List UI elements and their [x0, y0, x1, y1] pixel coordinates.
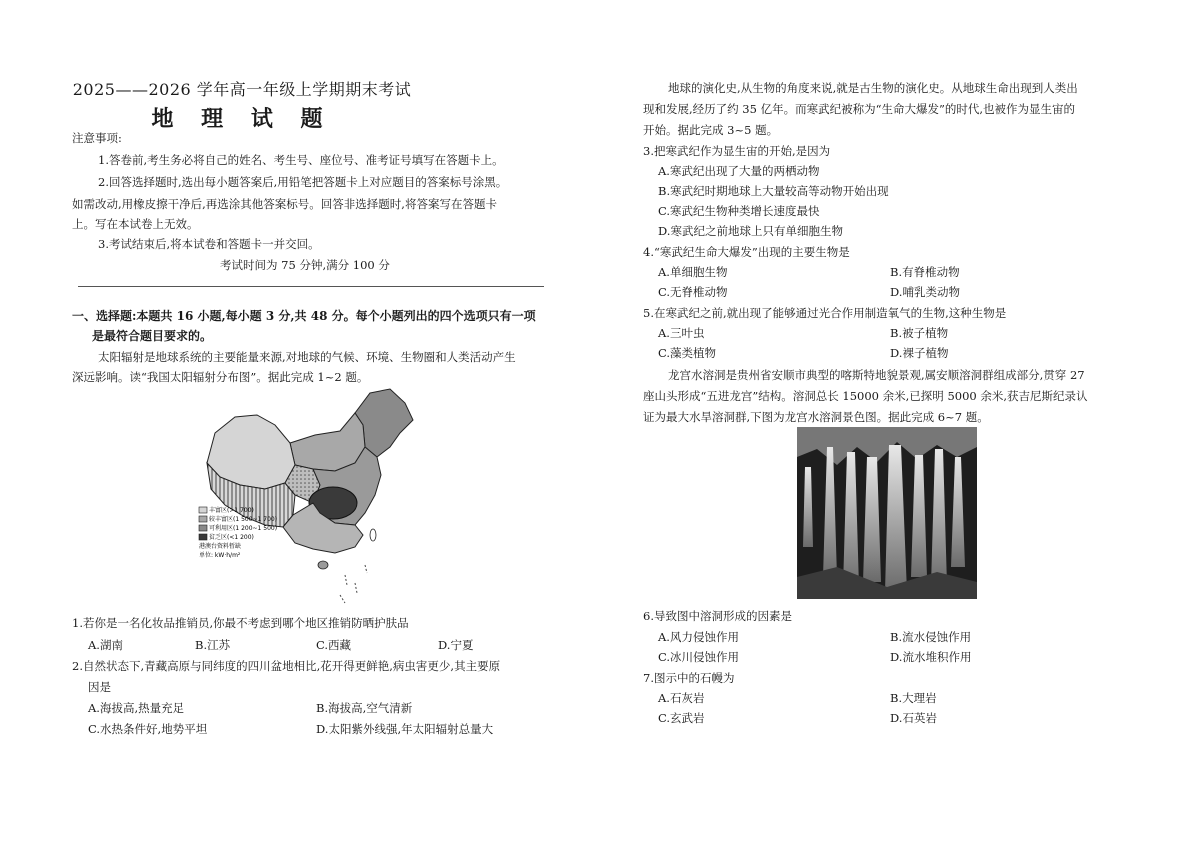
legend-unit: 单位: kW·h/m²	[199, 552, 241, 559]
map-hainan-island	[318, 561, 328, 569]
q4-stem: 4.“寒武纪生命大爆发”出现的主要生物是	[643, 245, 850, 259]
q5-stem: 5.在寒武纪之前,就出现了能够通过光合作用制造氧气的生物,这种生物是	[643, 306, 1007, 320]
intro-1-line-2: 深远影响。读“我国太阳辐射分布图”。据此完成 1~2 题。	[72, 370, 369, 384]
notice-item-2-line-1: 2.回答选择题时,选出每小题答案后,用铅笔把答题卡上对应题目的答案标号涂黑。	[98, 175, 508, 189]
legend-label-3: 可利用区(1 200~1 500)	[209, 525, 278, 532]
q7-option-d: D.石英岩	[890, 711, 937, 725]
q7-option-b: B.大理岩	[890, 691, 937, 705]
intro-3-line-1: 龙宫水溶洞是贵州省安顺市典型的喀斯特地貌景观,属安顺溶洞群组成部分,贯穿 27	[668, 368, 1085, 382]
q6-stem: 6.导致图中溶洞形成的因素是	[643, 609, 792, 623]
q2-option-c: C.水热条件好,地势平坦	[88, 722, 208, 736]
intro-3-line-2: 座山头形成“五进龙宫”结构。溶洞总长 15000 余米,已探明 5000 余米,获吉尼斯纪录认	[643, 389, 1088, 403]
q3-option-c: C.寒武纪生物种类增长速度最快	[658, 204, 820, 218]
legend-label-4: 贫乏区(<1 200)	[209, 534, 254, 541]
q5-option-b: B.被子植物	[890, 326, 949, 340]
china-solar-radiation-map	[195, 385, 420, 610]
intro-2-line-2: 现和发展,经历了约 35 亿年。而寒武纪被称为“生命大爆发”的时代,也被作为显生宙的	[643, 102, 1076, 116]
q2-option-b: B.海拔高,空气清新	[316, 701, 413, 715]
notice-item-1: 1.答卷前,考生务必将自己的姓名、考生号、座位号、准考证号填写在答题卡上。	[98, 153, 504, 167]
q7-option-a: A.石灰岩	[658, 691, 705, 705]
q7-stem: 7.图示中的石幔为	[643, 671, 735, 685]
q3-option-a: A.寒武纪出现了大量的两栖动物	[658, 164, 820, 178]
intro-1-line-1: 太阳辐射是地球系统的主要能量来源,对地球的气候、环境、生物圈和人类活动产生	[98, 350, 516, 364]
intro-2-line-3: 开始。据此完成 3~5 题。	[643, 123, 779, 137]
legend-label-2: 较丰富区(1 500~1 700)	[209, 516, 278, 523]
legend-swatch-poor	[199, 534, 207, 540]
q1-option-d: D.宁夏	[438, 638, 474, 652]
legend-swatch-fairly-rich	[199, 516, 207, 522]
q2-stem-line-1: 2.自然状态下,青藏高原与同纬度的四川盆地相比,花开得更鲜艳,病虫害更少,其主要原	[72, 659, 501, 673]
q3-option-d: D.寒武纪之前地球上只有单细胞生物	[658, 224, 843, 238]
q3-option-b: B.寒武纪时期地球上大量较高等动物开始出现	[658, 184, 889, 198]
map-north-region	[290, 413, 365, 471]
map-south-sea-dashes	[340, 565, 367, 603]
legend-label-5: 港澳台资料暂缺	[199, 543, 242, 550]
q1-option-c: C.西藏	[316, 638, 352, 652]
q4-option-a: A.单细胞生物	[658, 265, 728, 279]
cave-photo-drawing	[797, 427, 977, 599]
legend-swatch-usable	[199, 525, 207, 531]
q3-stem: 3.把寒武纪作为显生宙的开始,是因为	[643, 144, 831, 158]
q1-option-b: B.江苏	[195, 638, 231, 652]
q2-stem-line-2: 因是	[88, 680, 111, 694]
legend-swatch-rich	[199, 507, 207, 513]
map-taiwan-island	[370, 529, 376, 541]
notice-item-3: 3.考试结束后,将本试卷和答题卡一并交回。	[98, 237, 320, 251]
intro-2-line-1: 地球的演化史,从生物的角度来说,就是古生物的演化史。从地球生命出现到人类出	[668, 81, 1078, 95]
q4-option-d: D.哺乳类动物	[890, 285, 960, 299]
notice-item-2-line-3: 上。写在本试卷上无效。	[72, 217, 199, 231]
dragon-palace-cave-photo	[797, 427, 977, 599]
q6-option-d: D.流水堆积作用	[890, 650, 972, 664]
q5-option-d: D.裸子植物	[890, 346, 949, 360]
exam-subject-title: 地 理 试 题	[151, 106, 333, 132]
q6-option-c: C.冰川侵蚀作用	[658, 650, 740, 664]
section-one-heading-line-1: 一、选择题:本题共 16 小题,每小题 3 分,共 48 分。每个小题列出的四个选项只有一项	[72, 309, 536, 323]
q1-stem: 1.若你是一名化妆品推销员,你最不考虑到哪个地区推销防晒护肤品	[72, 616, 409, 630]
q1-option-a: A.湖南	[88, 638, 123, 652]
legend-label-1: 丰富区(>1 700)	[209, 507, 254, 514]
notice-heading: 注意事项:	[72, 131, 122, 145]
intro-3-line-3: 证为最大水旱溶洞群,下图为龙宫水溶洞景色图。据此完成 6~7 题。	[643, 410, 989, 424]
q7-option-c: C.玄武岩	[658, 711, 705, 725]
q5-option-c: C.藻类植物	[658, 346, 717, 360]
q2-option-d: D.太阳紫外线强,年太阳辐射总量大	[316, 722, 494, 736]
q6-option-b: B.流水侵蚀作用	[890, 630, 972, 644]
exam-year-title: 2025——2026 学年高一年级上学期期末考试	[72, 80, 412, 99]
q2-option-a: A.海拔高,热量充足	[88, 701, 185, 715]
divider-line	[78, 286, 544, 287]
q4-option-b: B.有脊椎动物	[890, 265, 960, 279]
q4-option-c: C.无脊椎动物	[658, 285, 728, 299]
q6-option-a: A.风力侵蚀作用	[658, 630, 739, 644]
section-one-heading-line-2: 是最符合题目要求的。	[92, 329, 213, 343]
q5-option-a: A.三叶虫	[658, 326, 705, 340]
exam-time-note: 考试时间为 75 分钟,满分 100 分	[220, 258, 390, 272]
notice-item-2-line-2: 如需改动,用橡皮擦干净后,再选涂其他答案标号。回答非选择题时,将答案写在答题卡	[72, 197, 497, 211]
